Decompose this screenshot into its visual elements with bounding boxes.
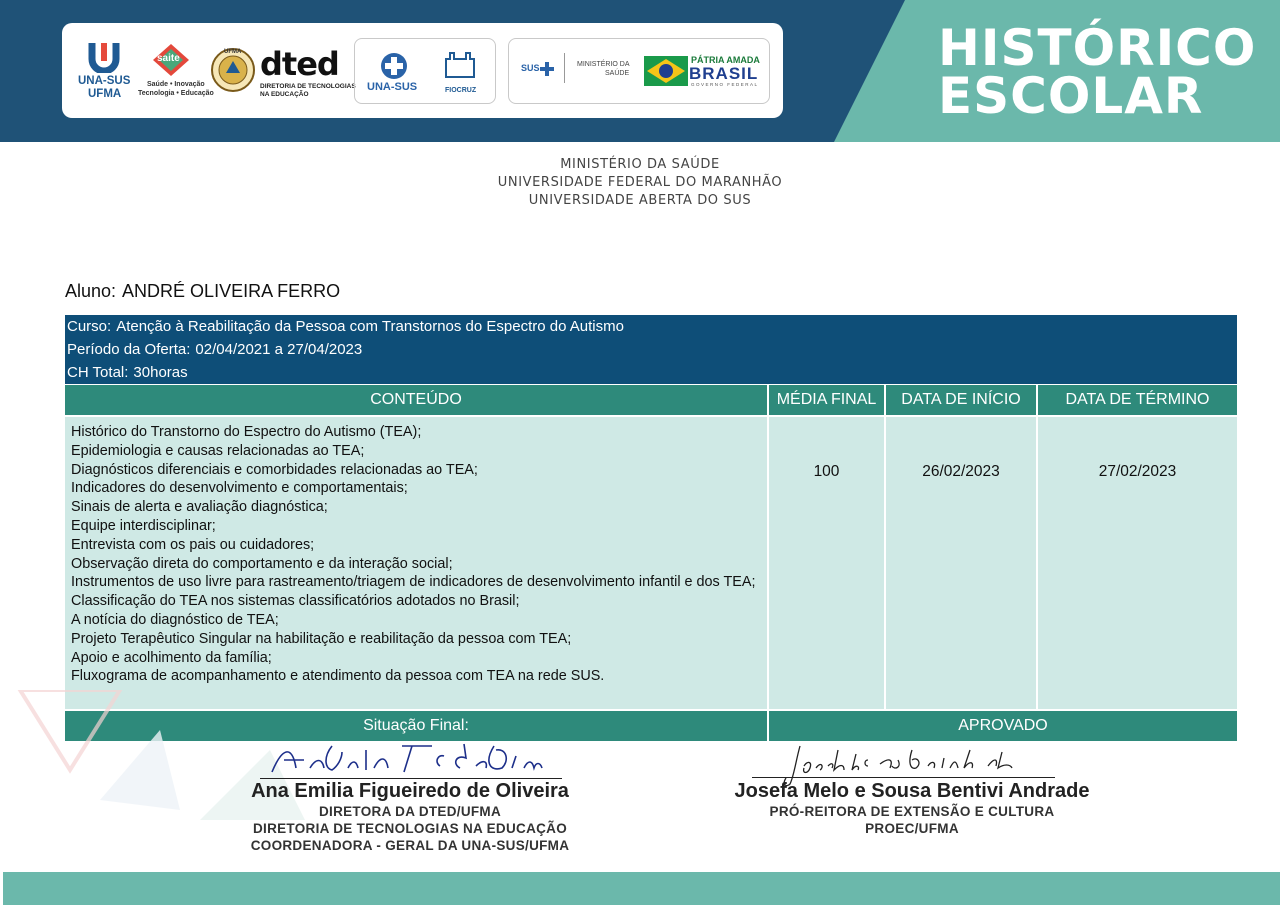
workload-label: CH Total: (67, 364, 129, 381)
topic-item: A notícia do diagnóstico de TEA; (71, 611, 279, 628)
signature-line-left (260, 778, 562, 779)
saite-text-1: Saúde • Inovação (147, 81, 205, 88)
saite-brand-text: saite (157, 53, 180, 64)
student-line (65, 281, 340, 302)
unasus-cross-icon (379, 51, 409, 81)
period-label: Período da Oferta: (67, 341, 191, 358)
topic-item: Projeto Terapêutico Singular na habilitação e reabilitação da pessoa com TEA; (71, 630, 572, 647)
divider (564, 53, 565, 83)
footer-band (3, 872, 1280, 905)
title-line-1: HISTÓRICO (938, 19, 1257, 77)
header-data-termino: DATA DE TÉRMINO (1038, 385, 1237, 415)
topic-item: Classificação do TEA nos sistemas classificatórios adotados no Brasil; (71, 593, 520, 610)
dted-logo: dted (260, 45, 339, 83)
dted-text-2: NA EDUCAÇÃO (260, 91, 309, 98)
patria-text: PÁTRIA AMADA (691, 55, 760, 65)
period-value: 02/04/2021 a 27/04/2023 (195, 341, 363, 358)
topic-item: Entrevista com os pais ou cuidadores; (71, 536, 315, 553)
ufma-seal-logo (210, 47, 256, 93)
government-logos-box (508, 38, 770, 104)
topic-item: Indicadores do desenvolvimento e comportamentais; (71, 480, 408, 497)
workload-value: 30horas (133, 364, 188, 381)
topic-item: Equipe interdisciplinar; (71, 517, 216, 534)
media-final-value: 100 (813, 463, 840, 480)
unasus-text: UNA-SUS (367, 81, 418, 93)
course-name: Atenção à Reabilitação da Pessoa com Transtornos do Espectro do Autismo (116, 318, 624, 335)
signatory-role-line: COORDENADORA - GERAL DA UNA-SUS/UFMA (250, 838, 570, 853)
document-title (938, 19, 1257, 125)
header-media-final: MÉDIA FINAL (769, 385, 884, 415)
workload-row (65, 361, 1237, 384)
ministerio-text-1: MINISTÉRIO DA (577, 61, 630, 68)
topic-item: Observação direta do comportamento e da interação social; (71, 555, 453, 572)
topic-item: Diagnósticos diferenciais e comorbidades relacionadas ao TEA; (71, 461, 478, 478)
inicio-cell (886, 417, 1036, 709)
signatory-name-josefa: Josefa Melo e Sousa Bentivi Andrade (734, 780, 1090, 802)
brasil-text: BRASIL (689, 64, 759, 83)
period-row (65, 338, 1237, 361)
topic-item: Epidemiologia e causas relacionadas ao TEA; (71, 442, 365, 459)
signatory-role-josefa (682, 803, 1142, 837)
topic-item: Histórico do Transtorno do Espectro do Autismo (TEA); (71, 424, 422, 440)
fiocruz-castle-icon (443, 49, 477, 79)
ufma-seal-text: UFMA (224, 49, 242, 55)
topic-item: Sinais de alerta e avaliação diagnóstica; (71, 499, 328, 516)
course-row (65, 315, 1237, 338)
saite-logo (137, 43, 214, 103)
signature-ana-image (262, 738, 562, 780)
sus-text: SUS (521, 63, 540, 73)
fiocruz-text: FIOCRUZ (445, 87, 477, 94)
signature-line-right (752, 777, 1055, 778)
topic-item: Fluxograma de acompanhamento e atendimento da pessoa com TEA na rede SUS. (71, 668, 605, 685)
unasus-fiocruz-box (354, 38, 496, 104)
data-inicio-value: 26/02/2023 (922, 463, 1000, 480)
institution-line: UNIVERSIDADE FEDERAL DO MARANHÃO (497, 175, 783, 190)
topic-item: Apoio e acolhimento da família; (71, 649, 272, 666)
signatory-role-line: DIRETORA DA DTED/UFMA (318, 804, 502, 819)
signatory-role-line: DIRETORIA DE TECNOLOGIAS NA EDUCAÇÃO (252, 821, 568, 836)
header-conteudo: CONTEÚDO (65, 385, 767, 415)
dted-text-1: DIRETORIA DE TECNOLOGIAS (260, 83, 356, 90)
header-data-inicio: DATA DE INÍCIO (886, 385, 1036, 415)
situacao-value: APROVADO (769, 711, 1237, 741)
data-termino-value: 27/02/2023 (1098, 463, 1177, 480)
institution-line: UNIVERSIDADE ABERTA DO SUS (528, 193, 752, 208)
termino-cell (1038, 417, 1237, 709)
sus-cross-icon (540, 62, 554, 76)
signatory-role-ana (190, 803, 630, 854)
unasus-ufma-logo (76, 41, 132, 103)
unasus-ufma-text-2: UFMA (88, 88, 122, 100)
situacao-label: Situação Final: (65, 711, 767, 741)
media-cell (769, 417, 884, 709)
topic-item: Instrumentos de uso livre para rastreamento/triagem de indicadores de desenvolvimento infantil e dos TEA; (71, 574, 756, 591)
saite-text-2: Tecnologia • Educação (138, 90, 214, 97)
institution-block (0, 156, 1280, 210)
student-name: ANDRÉ OLIVEIRA FERRO (122, 281, 341, 301)
title-line-2: ESCOLAR (938, 67, 1204, 125)
unasus-u-icon (76, 41, 132, 73)
student-label: Aluno: (65, 281, 117, 301)
course-label: Curso: (67, 318, 112, 335)
unasus-ufma-text-1: UNA-SUS (78, 75, 131, 87)
logo-strip (62, 23, 783, 118)
signatory-role-line: PROEC/UFMA (865, 821, 959, 836)
ministerio-text-2: SAÚDE (605, 70, 630, 77)
topics-list (71, 423, 761, 686)
signatory-role-line: PRÓ-REITORA DE EXTENSÃO E CULTURA (769, 804, 1055, 819)
governo-text: GOVERNO FEDERAL (691, 82, 759, 87)
brazil-flag-icon (644, 56, 688, 86)
signatory-name-ana: Ana Emilia Figueiredo de Oliveira (251, 780, 569, 802)
institution-line: MINISTÉRIO DA SAÚDE (560, 157, 720, 172)
